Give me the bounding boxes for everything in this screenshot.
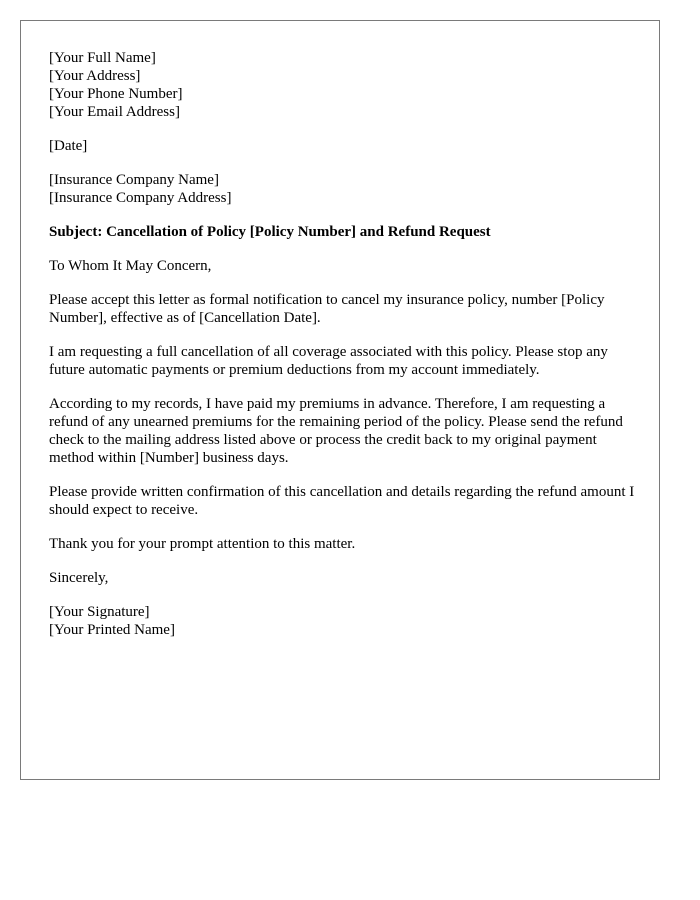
recipient-company-address: [Insurance Company Address] (49, 190, 232, 206)
salutation: To Whom It May Concern, (49, 258, 212, 274)
body-paragraph-4: Please provide written confirmation of this cancellation and details regarding the refund amount I should expect to receive. (49, 484, 635, 518)
letter-page (20, 20, 660, 780)
subject-line: Subject: Cancellation of Policy [Policy Number] and Refund Request (49, 224, 491, 240)
sender-name: [Your Full Name] (49, 50, 156, 66)
sender-phone: [Your Phone Number] (49, 86, 183, 102)
letter-content (49, 49, 639, 655)
date-block (49, 137, 639, 155)
body-paragraph-5: Thank you for your prompt attention to this matter. (49, 536, 356, 552)
signature-line: [Your Signature] (49, 604, 150, 620)
body-paragraph-1: Please accept this letter as formal notification to cancel my insurance policy, number [Policy Number], effective as of [Cancellation Date]. (49, 292, 605, 326)
sender-address: [Your Address] (49, 68, 141, 84)
recipient-block (49, 171, 639, 207)
closing: Sincerely, (49, 570, 109, 586)
printed-name: [Your Printed Name] (49, 622, 175, 638)
signature-block (49, 603, 639, 639)
recipient-company-name: [Insurance Company Name] (49, 172, 219, 188)
body-paragraph-2: I am requesting a full cancellation of all coverage associated with this policy. Please stop any future automatic payments or premium deductions from my account immediately. (49, 344, 608, 378)
body-paragraph-3: According to my records, I have paid my premiums in advance. Therefore, I am requesting a refund of any unearned premiums for the remaining period of the policy. Please send the refund check to the mailing address listed above or process the credit back to my original payment method within [Number] business days. (49, 396, 623, 466)
sender-email: [Your Email Address] (49, 104, 180, 120)
letter-date: [Date] (49, 138, 88, 154)
sender-block (49, 49, 639, 121)
